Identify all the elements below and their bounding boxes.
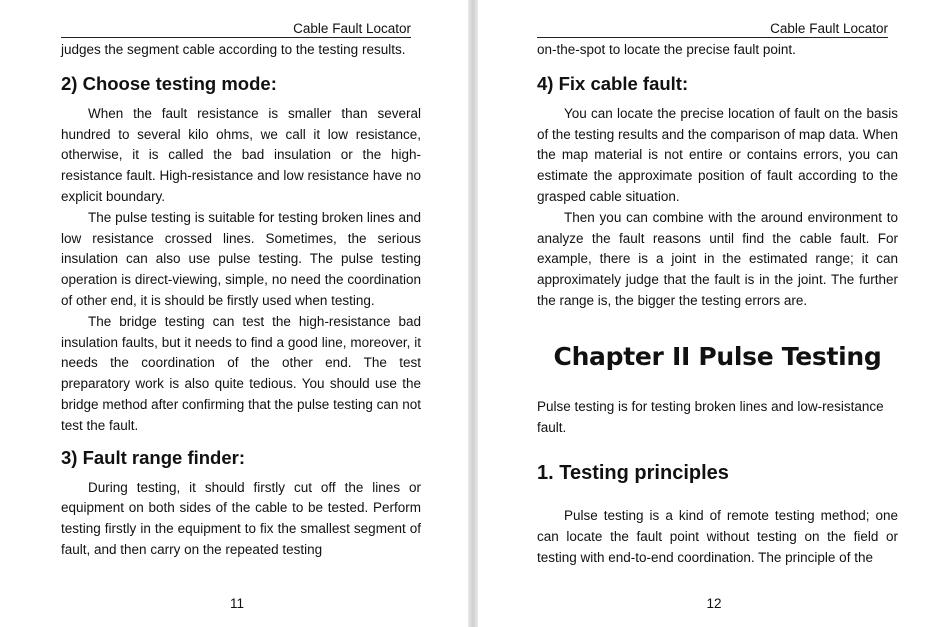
right-page xyxy=(478,0,950,627)
book-gutter xyxy=(468,0,478,627)
paragraph: During testing, it should firstly cut off the lines or equipment on both sides of the cable to be tested. Perform testing firstly in the equipment to fix the smallest segment of fault, and then carry on the repeated testing xyxy=(61,479,421,557)
left-page xyxy=(0,0,468,627)
paragraph: Then you can combine with the around environment to analyze the fault reasons until find the cable fault. For example, there is a joint in the estimated range; it can approximately judge that the fault is in the joint. The further the range is, the bigger the testing errors are. xyxy=(537,209,898,308)
paragraph: You can locate the precise location of fault on the basis of the testing results and the comparison of map data. When the map material is not entire or contains errors, you can estimate the approximate position of fault according to the grasped cable situation. xyxy=(537,105,898,204)
running-header: Cable Fault Locator xyxy=(61,20,411,38)
page-number: 11 xyxy=(229,596,244,611)
section-heading-choose-testing-mode: 2) Choose testing mode: xyxy=(61,72,277,94)
page-number: 12 xyxy=(706,596,722,611)
continued-line: judges the segment cable according to the testing results. xyxy=(61,42,406,57)
section-heading-fix-cable-fault: 4) Fix cable fault: xyxy=(537,72,689,94)
chapter-title: Chapter II Pulse Testing xyxy=(553,341,882,371)
paragraph: When the fault resistance is smaller than several hundred to several kilo ohms, we call it low resistance, otherwise, it is called the bad insulation or the high-resistance fault. High-resistance and low resistance have no explicit boundary. xyxy=(61,105,421,204)
section-heading-fault-range-finder: 3) Fault range finder: xyxy=(61,446,245,468)
page-body xyxy=(537,40,898,569)
continued-line: on-the-spot to locate the precise fault point. xyxy=(537,42,796,57)
chapter-intro: Pulse testing is for testing broken lines and low-resistance fault. xyxy=(537,398,884,435)
paragraph: The pulse testing is suitable for testing broken lines and low resistance crossed lines. Sometimes, the serious insulation can also use pulse testing. The pulse testing operation is direct-viewing, simple, no need the coordination of other end, it is should be firstly used when testing. xyxy=(61,209,421,308)
paragraph: The bridge testing can test the high-resistance bad insulation faults, but it needs to find a good line, moreover, it needs the coordination of the other end. The test preparatory work is also quite tedious. You should use the bridge method after confirming that the pulse testing can not test the fault. xyxy=(61,313,421,433)
page-body xyxy=(61,40,421,561)
paragraph: Pulse testing is a kind of remote testing method; one can locate the fault point without testing on the field or testing with end-to-end coordination. The principle of the xyxy=(537,508,898,565)
running-header: Cable Fault Locator xyxy=(537,20,888,38)
section-heading-testing-principles: 1. Testing principles xyxy=(537,462,729,485)
